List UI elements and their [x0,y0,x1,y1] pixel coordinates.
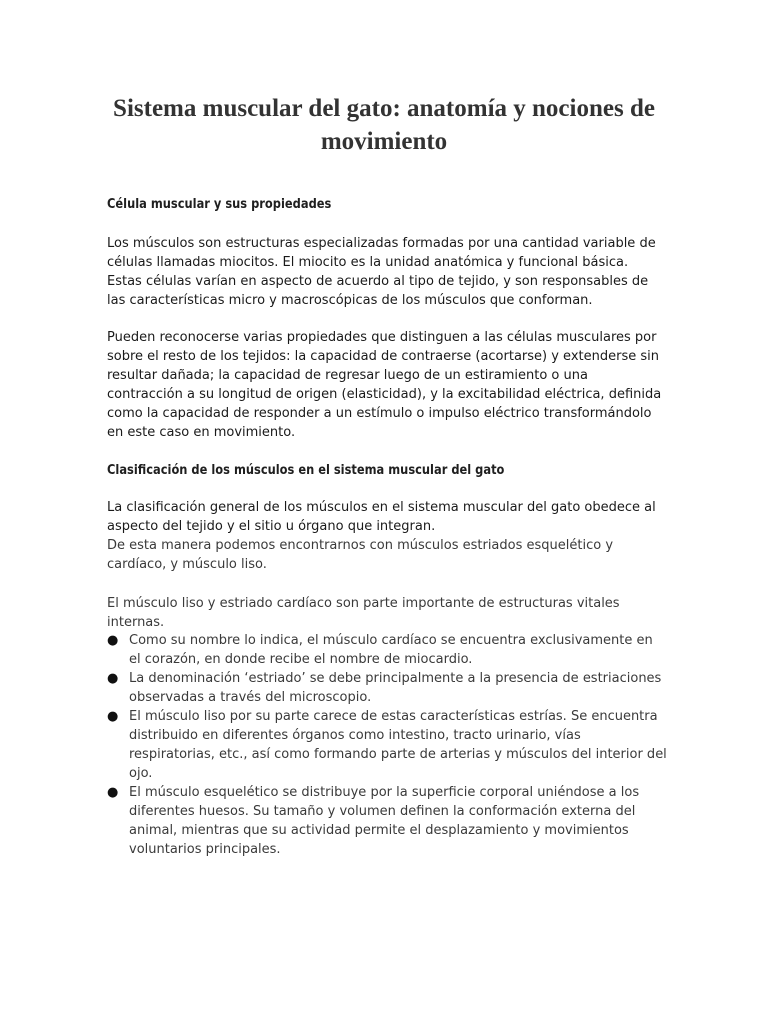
list-item [107,783,667,859]
paragraph-vital-structures: El músculo liso y estriado cardíaco son parte importante de estructuras vitales internas. [107,596,620,630]
page-title: Sistema muscular del gato: anatomía y nociones de movimiento [113,95,655,155]
list-item-text: La denominación ‘estriado’ se debe principalmente a la presencia de estriaciones observadas a través del microscopio. [129,671,662,705]
list-item [107,631,667,669]
list-item-text: El músculo liso por su parte carece de estas características estrías. Se encuentra distribuido en diferentes órganos como intestino, tracto urinario, vías respiratorias, etc., así como formando parte de arterias y músculos del interior del ojo. [129,709,667,781]
paragraph-classification-intro: La clasificación general de los músculos en el sistema muscular del gato obedece al aspecto del tejido y el sitio u órgano que integran. [107,500,656,534]
section-heading-muscle-cell: Célula muscular y sus propiedades [107,197,332,212]
muscle-types-list [107,631,667,859]
paragraph-muscle-properties: Pueden reconocerse varias propiedades que distinguen a las células musculares por sobre el resto de los tejidos: la capacidad de contraerse (acortarse) y extenderse sin resultar dañada; la capacidad de regresar luego de un estiramiento o una contracción a su longitud de origen (elasticidad), y la excitabilidad eléctrica, definida como la capacidad de responder a un estímulo o impulso eléctrico transformándolo en este caso en movimiento. [107,330,662,440]
bullet-icon: ● [107,671,119,686]
section-heading-classification: Clasificación de los músculos en el sistema muscular del gato [107,463,505,478]
bullet-icon: ● [107,633,119,648]
paragraph-muscle-intro: Los músculos son estructuras especializadas formadas por una cantidad variable de células llamadas miocitos. El miocito es la unidad anatómica y funcional básica. Estas células varían en aspecto de acuerdo al tipo de tejido, y son responsables de las características micro y macroscópicas de los músculos que conforman. [107,236,656,308]
list-item [107,707,667,783]
list-item-text: El músculo esquelético se distribuye por la superficie corporal uniéndose a los diferentes huesos. Su tamaño y volumen definen la conformación externa del animal, mientras que su actividad permite el desplazamiento y movimientos voluntarios principales. [129,785,640,857]
bullet-icon: ● [107,709,119,724]
paragraph-classification-types: De esta manera podemos encontrarnos con músculos estriados esquelético y cardíaco, y músculo liso. [107,538,614,572]
list-item-text: Como su nombre lo indica, el músculo cardíaco se encuentra exclusivamente en el corazón, en donde recibe el nombre de miocardio. [129,633,653,667]
list-item [107,669,667,707]
bullet-icon: ● [107,785,119,800]
